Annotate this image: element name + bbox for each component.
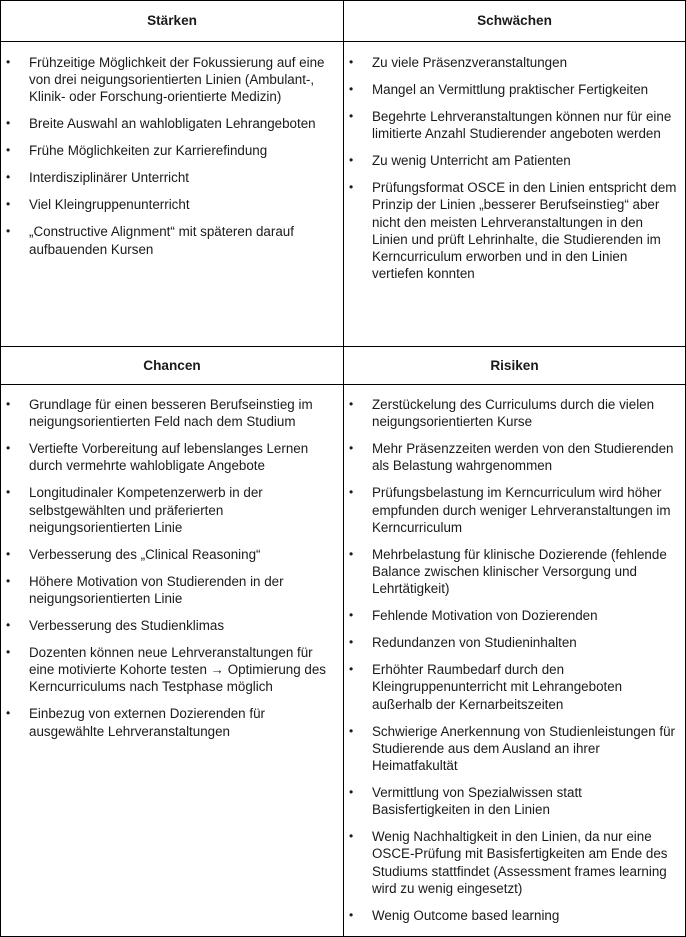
header-risiken-cell xyxy=(343,346,686,384)
risiken-item: • Vermittlung von Spezialwissen statt Basisfertigkeiten in den Linien xyxy=(344,784,686,818)
chancen-item: • Grundlage für einen besseren Berufseinstieg im neigungsorientierten Feld nach dem Studium xyxy=(1,396,344,430)
staerken-cell xyxy=(0,41,343,346)
chancen-item: • Höhere Motivation von Studierenden in der neigungsorientierten Linie xyxy=(1,573,344,607)
header-schwaechen-cell xyxy=(343,0,686,41)
header-chancen-cell xyxy=(0,346,343,384)
risiken-item: • Prüfungsbelastung im Kerncurriculum wird höher empfunden durch weniger Lehrveranstaltungen im Kerncurriculum xyxy=(344,484,686,536)
staerken-item: • Breite Auswahl an wahlobligaten Lehrangeboten xyxy=(1,115,344,132)
risiken-list xyxy=(344,396,686,934)
schwaechen-list xyxy=(344,54,686,292)
risiken-item: • Schwierige Anerkennung von Studienleistungen für Studierende aus dem Ausland an ihrer Heimatfakultät xyxy=(344,723,686,775)
staerken-item: • Viel Kleingruppenunterricht xyxy=(1,196,344,213)
header-chancen: Chancen xyxy=(143,358,201,373)
schwaechen-item: • Mangel an Vermittlung praktischer Fertigkeiten xyxy=(344,81,686,98)
risiken-item: • Mehr Präsenzzeiten werden von den Studierenden als Belastung wahrgenommen xyxy=(344,440,686,474)
header-risiken: Risiken xyxy=(490,358,539,373)
staerken-item: • Interdisziplinärer Unterricht xyxy=(1,169,344,186)
risiken-item: • Mehrbelastung für klinische Dozierende (fehlende Balance zwischen klinischer Versorgung und Lehrtätigkeit) xyxy=(344,546,686,598)
schwaechen-cell xyxy=(343,41,686,346)
schwaechen-item: • Begehrte Lehrveranstaltungen können nur für eine limitierte Anzahl Studierender angeboten werden xyxy=(344,108,686,142)
schwaechen-item: • Prüfungsformat OSCE in den Linien entspricht dem Prinzip der Linien „besserer Berufseinstieg“ aber nicht den meisten Lehrveranstaltungen in den Linien und prüft Lehrinhalte, die Studierenden im Kerncurriculum erworben und in den Linien vertiefen konnten xyxy=(344,179,686,282)
chancen-item: • Dozenten können neue Lehrveranstaltungen für eine motivierte Kohorte testen → Optimierung des Kerncurriculums nach Testphase möglich xyxy=(1,644,344,696)
risiken-item: • Wenig Outcome based learning xyxy=(344,907,686,924)
risiken-item: • Redundanzen von Studieninhalten xyxy=(344,634,686,651)
header-staerken-cell xyxy=(0,0,343,41)
header-schwaechen: Schwächen xyxy=(477,13,552,28)
staerken-item: • Frühe Möglichkeiten zur Karrierefindung xyxy=(1,142,344,159)
risiken-item: • Zerstückelung des Curriculums durch die vielen neigungsorientierten Kurse xyxy=(344,396,686,430)
chancen-item: • Longitudinaler Kompetenzerwerb in der selbstgewählten und präferierten neigungsorientierten Linie xyxy=(1,484,344,536)
schwaechen-item: • Zu viele Präsenzveranstaltungen xyxy=(344,54,686,71)
risiken-item: • Erhöhter Raumbedarf durch den Kleingruppenunterricht mit Lehrangeboten außerhalb der Kernarbeitszeiten xyxy=(344,661,686,713)
chancen-cell xyxy=(0,384,343,937)
chancen-item: • Vertiefte Vorbereitung auf lebenslanges Lernen durch vermehrte wahlobligate Angebote xyxy=(1,440,344,474)
chancen-list xyxy=(1,396,344,750)
risiken-cell xyxy=(343,384,686,937)
risiken-item: • Wenig Nachhaltigkeit in den Linien, da nur eine OSCE-Prüfung mit Basisfertigkeiten am Ende des Studiums stattfindet (Assessment frames learning wird zu wenig eingesetzt) xyxy=(344,828,686,897)
chancen-item: • Einbezug von externen Dozierenden für ausgewählte Lehrveranstaltungen xyxy=(1,705,344,739)
risiken-item: • Fehlende Motivation von Dozierenden xyxy=(344,607,686,624)
schwaechen-item: • Zu wenig Unterricht am Patienten xyxy=(344,152,686,169)
staerken-item: • „Constructive Alignment“ mit späteren darauf aufbauenden Kursen xyxy=(1,223,344,257)
staerken-item: • Frühzeitige Möglichkeit der Fokussierung auf eine von drei neigungsorientierten Linien (Ambulant-, Klinik- oder Forschung-orientierte Medizin) xyxy=(1,54,344,106)
chancen-item: • Verbesserung des Studienklimas xyxy=(1,617,344,634)
staerken-list xyxy=(1,54,344,268)
chancen-item: • Verbesserung des „Clinical Reasoning“ xyxy=(1,546,344,563)
header-staerken: Stärken xyxy=(147,13,197,28)
